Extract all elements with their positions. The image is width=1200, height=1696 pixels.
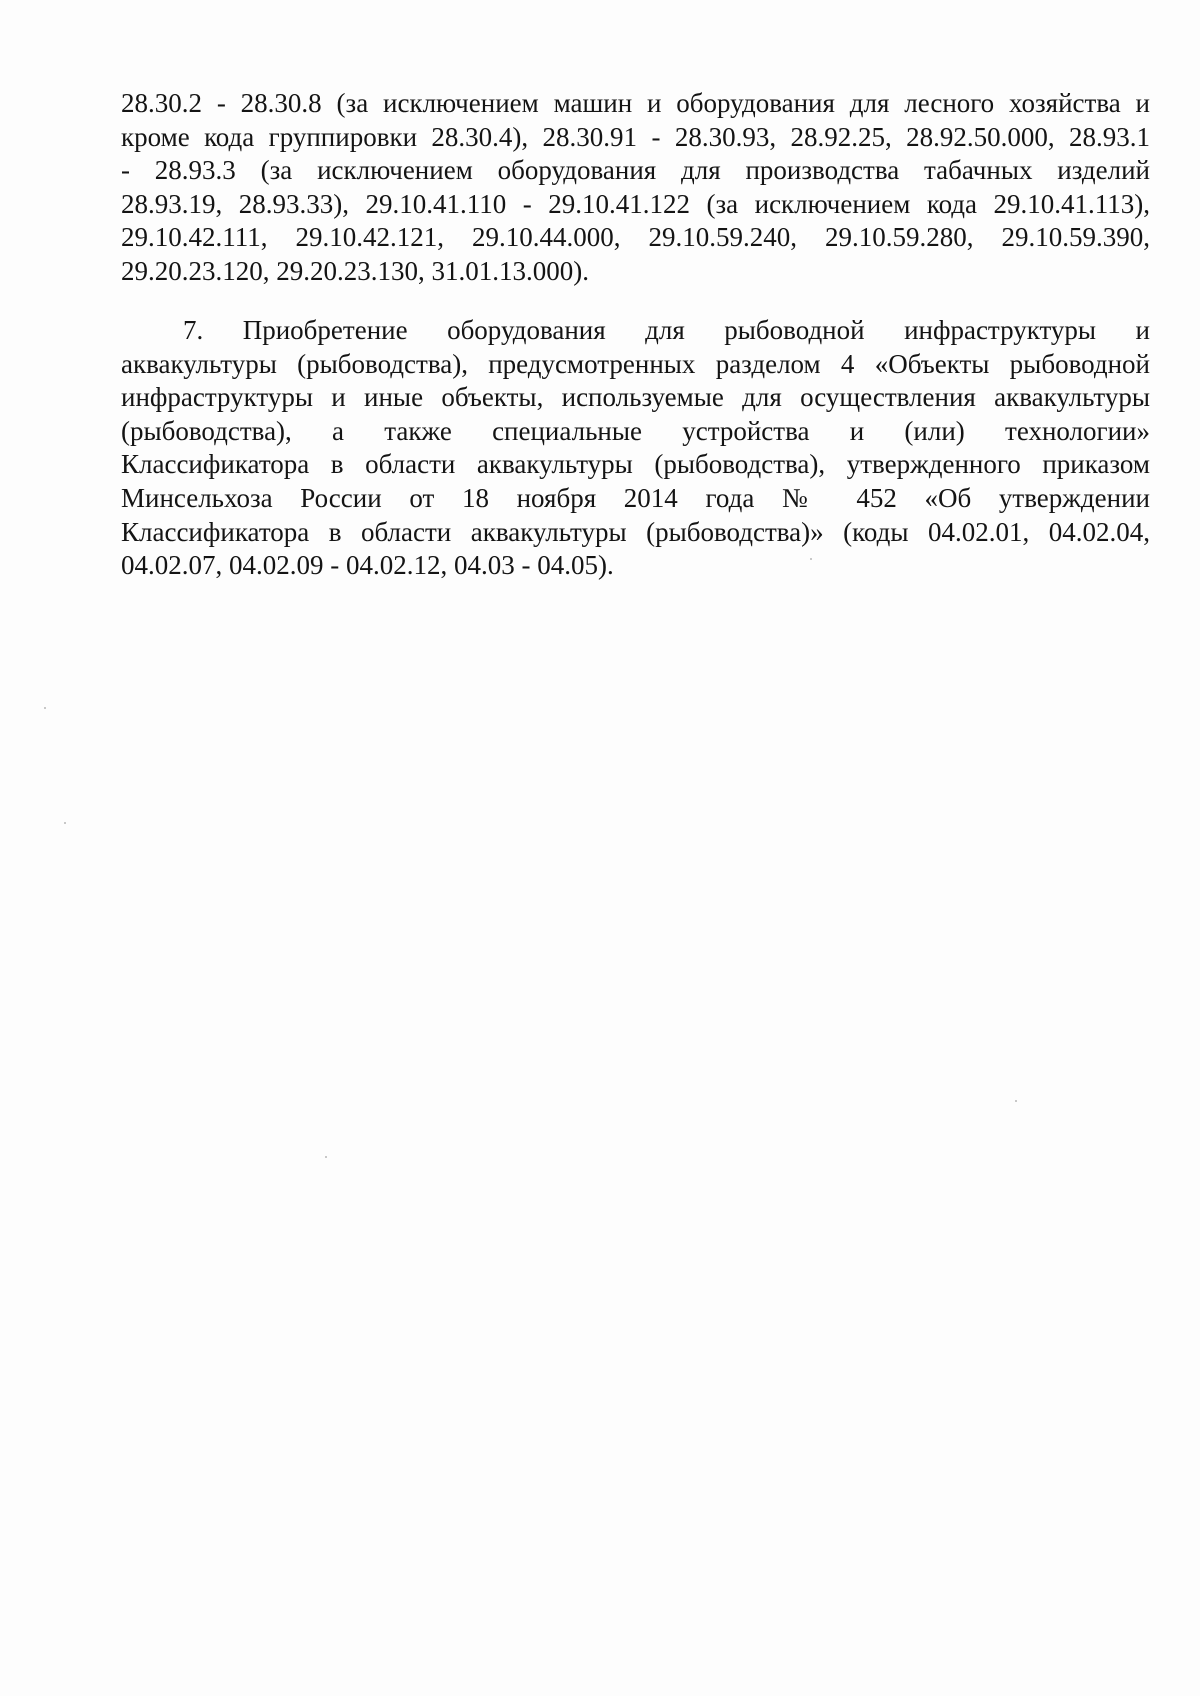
scan-speck: [810, 558, 812, 560]
scan-speck: [1015, 1100, 1017, 1102]
text-line: (рыбоводства), а также специальные устройства и (или) технологии»: [121, 415, 1150, 446]
text-line: Классификатора в области аквакультуры (рыбоводства), утвержденного приказом: [121, 449, 1150, 480]
text-line: Минсельхоза России от 18 ноября 2014 года № 452 «Об утверждении: [121, 482, 1150, 513]
scan-speck: [44, 707, 46, 709]
text-line: аквакультуры (рыбоводства), предусмотренных разделом 4 «Объекты рыбоводной: [121, 348, 1150, 379]
text-line: 29.10.42.111, 29.10.42.121, 29.10.44.000, 29.10.59.240, 29.10.59.280, 29.10.59.390,: [121, 222, 1150, 253]
text-line: 04.02.07, 04.02.09 - 04.02.12, 04.03 - 04.05).: [121, 550, 614, 581]
text-line: кроме кода группировки 28.30.4), 28.30.91 - 28.30.93, 28.92.25, 28.92.50.000, 28.93.1: [121, 121, 1150, 152]
text-line: Классификатора в области аквакультуры (рыбоводства)» (коды 04.02.01, 04.02.04,: [121, 516, 1150, 547]
text-line: 28.30.2 - 28.30.8 (за исключением машин и оборудования для лесного хозяйства и: [121, 88, 1150, 118]
text-line: 7. Приобретение оборудования для рыбоводной инфраструктуры и: [183, 315, 1150, 345]
paragraph-continuation: [121, 87, 1150, 289]
paragraph-7: [121, 314, 1150, 583]
text-line: 29.20.23.120, 29.20.23.130, 31.01.13.000).: [121, 255, 589, 286]
text-line: инфраструктуры и иные объекты, используемые для осуществления аквакультуры: [121, 382, 1150, 413]
scan-speck: [325, 1156, 327, 1158]
scan-speck: [64, 822, 66, 824]
text-line: 28.93.19, 28.93.33), 29.10.41.110 - 29.10.41.122 (за исключением кода 29.10.41.113),: [121, 188, 1150, 219]
text-line: - 28.93.3 (за исключением оборудования для производства табачных изделий: [121, 155, 1150, 186]
